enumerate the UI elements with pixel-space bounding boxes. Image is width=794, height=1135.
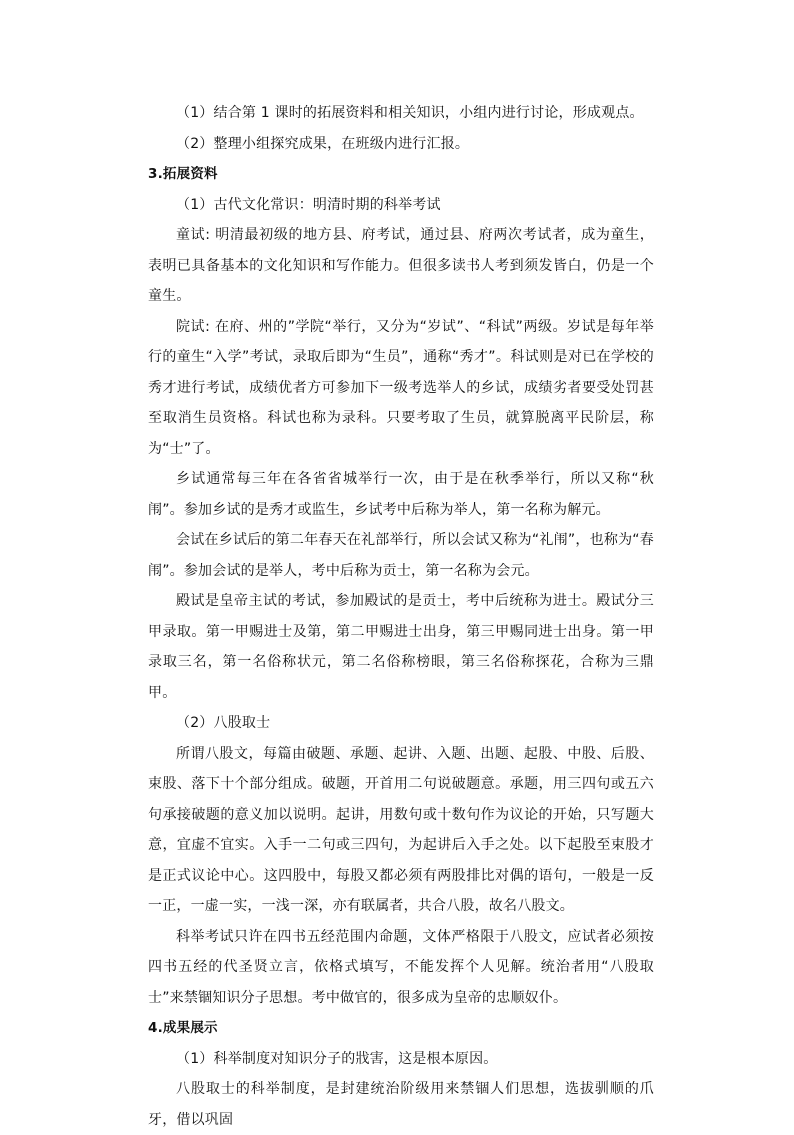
section-heading-extended-materials: 3.拓展资料 [148, 166, 218, 182]
paragraph-step-2: （2）整理小组探究成果，在班级内进行汇报。 [176, 135, 470, 152]
paragraph-step-1: （1）结合第 1 课时的拓展资料和相关知识，小组内进行讨论，形成观点。 [176, 105, 644, 121]
paragraph-xiangshi: 乡试通常每三年在各省省城举行一次，由于是在秋季举行，所以又称“秋闱”。参加乡试的是秀才或监生，乡试考中后称为举人，第一名称为解元。 [148, 471, 654, 518]
subheading-harm: （1）科举制度对知识分子的戕害，这是根本原因。 [176, 1050, 498, 1067]
paragraph-tongshi: 童试: 明清最初级的地方县、府考试，通过县、府两次考试者，成为童生，表明已具备基本的文化知识和写作能力。但很多读书人考到须发皆白，仍是一个童生。 [148, 227, 654, 304]
paragraph-harm-body: 八股取士的科举制度，是封建统治阶级用来禁锢人们思想，选拔驯顺的爪牙，借以巩固 [148, 1081, 654, 1128]
paragraph-huishi: 会试在乡试后的第二年春天在礼部举行，所以会试又称为“礼闱”，也称为“春闱”。参加会试的是举人，考中后称为贡士，第一名称为会元。 [148, 532, 654, 579]
paragraph-yuanshi: 院试: 在府、州的”学院“举行，又分为“岁试”、“科试”两级。岁试是每年举行的童生“入学”考试，录取后即为“生员”，通称“秀才”。科试则是对已在学校的秀才进行考试，成绩优者方可参加下一级考选举人的乡试，成绩劣者要受处罚甚至取消生员资格。科试也称为录科。只要考取了生员，就算脱离平民阶层，称为“士”了。 [148, 318, 654, 457]
paragraph-dianshi: 殿试是皇帝主试的考试，参加殿试的是贡士，考中后统称为进士。殿试分三甲录取。第一甲赐进士及第，第二甲赐进士出身，第三甲赐同进士出身。第一甲录取三名，第一名俗称状元，第二名俗称榜眼，第三名俗称探花，合称为三鼎甲。 [148, 593, 654, 701]
paragraph-exam-scope: 科举考试只许在四书五经范围内命题，文体严格限于八股文，应试者必须按四书五经的代圣贤立言，依格式填写，不能发挥个人见解。统治者用“八股取士”来禁锢知识分子思想。考中做官的，很多成为皇帝的忠顺奴仆。 [148, 928, 654, 1006]
section-heading-results: 4.成果展示 [148, 1020, 218, 1036]
subheading-baguqushi: （2）八股取士 [176, 715, 271, 731]
subheading-imperial-exam: （1）古代文化常识：明清时期的科举考试 [176, 196, 441, 213]
paragraph-baguwen: 所谓八股文，每篇由破题、承题、起讲、入题、出题、起股、中股、后股、束股、落下十个部分组成。破题，开首用二句说破题意。承题，用三四句或五六句承接破题的意义加以说明。起讲，用数句或十数句作为议论的开始，只写题大意，宜虚不宜实。入手一二句或三四句，为起讲后入手之处。以下起股至束股才是正式议论中心。这四股中，每股又都必须有两股排比对偶的语句，一般是一反一正，一虚一实，一浅一深，亦有联属者，共合八股，故名八股文。 [148, 745, 654, 914]
